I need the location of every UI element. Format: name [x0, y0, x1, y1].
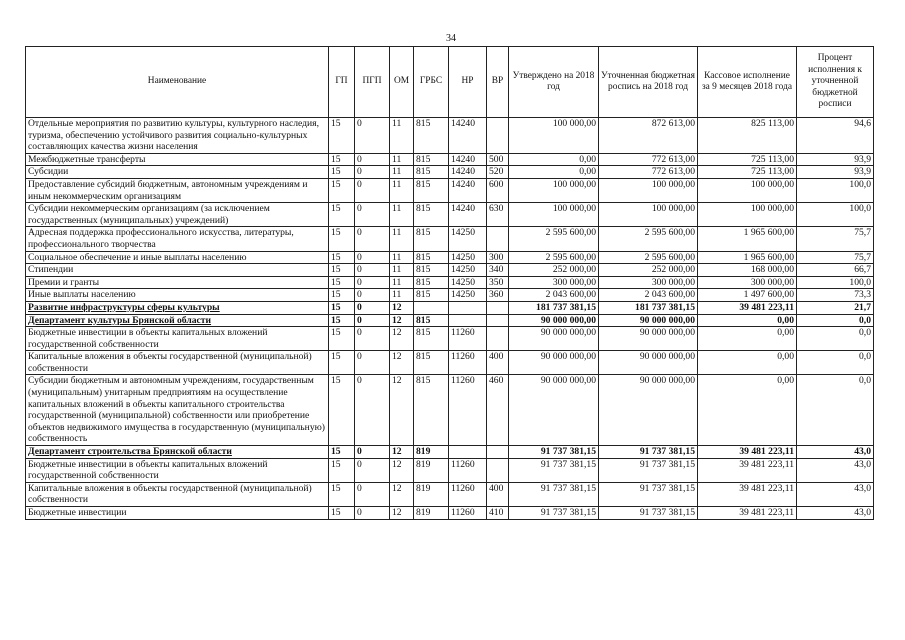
cell-gp: 15	[329, 375, 355, 446]
cell-om: 12	[390, 458, 414, 482]
cell-cash: 0,00	[698, 327, 797, 351]
cell-cash: 39 481 223,11	[698, 446, 797, 459]
cell-name: Иные выплаты населению	[26, 289, 329, 302]
cell-cash: 1 497 600,00	[698, 289, 797, 302]
cell-pgp: 0	[355, 153, 390, 166]
cell-vr: 400	[487, 351, 509, 375]
cell-nr	[449, 301, 487, 314]
cell-om: 12	[390, 314, 414, 327]
header-refined: Уточненная бюджетная роспись на 2018 год	[599, 47, 698, 118]
cell-nr: 14240	[449, 153, 487, 166]
cell-vr: 500	[487, 153, 509, 166]
cell-grbs: 815	[414, 289, 449, 302]
cell-approved: 2 595 600,00	[509, 251, 599, 264]
table-row	[26, 276, 874, 289]
cell-pgp: 0	[355, 507, 390, 520]
cell-nr	[449, 446, 487, 459]
cell-name: Департамент культуры Брянской области	[26, 314, 329, 327]
cell-gp: 15	[329, 458, 355, 482]
cell-grbs: 819	[414, 507, 449, 520]
cell-refined: 100 000,00	[599, 178, 698, 202]
cell-refined: 90 000 000,00	[599, 327, 698, 351]
cell-cash: 1 965 600,00	[698, 251, 797, 264]
cell-cash: 825 113,00	[698, 118, 797, 154]
cell-om: 12	[390, 327, 414, 351]
cell-vr: 460	[487, 375, 509, 446]
cell-percent: 93,9	[797, 166, 874, 179]
cell-cash: 0,00	[698, 351, 797, 375]
cell-om: 12	[390, 507, 414, 520]
cell-percent: 0,0	[797, 327, 874, 351]
cell-om: 11	[390, 118, 414, 154]
cell-name: Бюджетные инвестиции	[26, 507, 329, 520]
cell-refined: 90 000 000,00	[599, 314, 698, 327]
cell-gp: 15	[329, 203, 355, 227]
cell-nr: 11260	[449, 351, 487, 375]
cell-nr: 14250	[449, 276, 487, 289]
cell-percent: 43,0	[797, 446, 874, 459]
header-gp: ГП	[329, 47, 355, 118]
cell-grbs	[414, 301, 449, 314]
cell-vr	[487, 314, 509, 327]
cell-refined: 2 595 600,00	[599, 251, 698, 264]
cell-pgp: 0	[355, 178, 390, 202]
cell-om: 11	[390, 166, 414, 179]
cell-name: Стипендии	[26, 264, 329, 277]
cell-percent: 43,0	[797, 458, 874, 482]
cell-pgp: 0	[355, 227, 390, 251]
cell-approved: 91 737 381,15	[509, 446, 599, 459]
cell-percent: 43,0	[797, 507, 874, 520]
cell-pgp: 0	[355, 264, 390, 277]
cell-cash: 0,00	[698, 314, 797, 327]
cell-gp: 15	[329, 118, 355, 154]
table-row	[26, 314, 874, 327]
cell-approved: 181 737 381,15	[509, 301, 599, 314]
cell-gp: 15	[329, 276, 355, 289]
cell-grbs: 815	[414, 227, 449, 251]
cell-cash: 300 000,00	[698, 276, 797, 289]
cell-gp: 15	[329, 251, 355, 264]
cell-gp: 15	[329, 227, 355, 251]
cell-name: Социальное обеспечение и иные выплаты населению	[26, 251, 329, 264]
cell-name: Межбюджетные трансферты	[26, 153, 329, 166]
cell-grbs: 815	[414, 118, 449, 154]
cell-cash: 0,00	[698, 375, 797, 446]
cell-grbs: 815	[414, 166, 449, 179]
table-row	[26, 264, 874, 277]
cell-om: 11	[390, 153, 414, 166]
cell-grbs: 815	[414, 153, 449, 166]
cell-cash: 39 481 223,11	[698, 507, 797, 520]
cell-pgp: 0	[355, 166, 390, 179]
header-om: ОМ	[390, 47, 414, 118]
cell-gp: 15	[329, 314, 355, 327]
cell-refined: 772 613,00	[599, 153, 698, 166]
cell-approved: 91 737 381,15	[509, 458, 599, 482]
cell-approved: 252 000,00	[509, 264, 599, 277]
cell-om: 11	[390, 276, 414, 289]
cell-percent: 100,0	[797, 203, 874, 227]
cell-om: 11	[390, 178, 414, 202]
cell-approved: 100 000,00	[509, 118, 599, 154]
cell-refined: 772 613,00	[599, 166, 698, 179]
cell-grbs: 815	[414, 351, 449, 375]
cell-name: Субсидии бюджетным и автономным учреждениям, государственным (муниципальным) унитарным предприятиям на осуществление капитальных вложений в объекты капитального строительства государственной (муниципальной) собственности или приобретение объектов недвижимого имущества в государственную (муниципальную) собственность	[26, 375, 329, 446]
cell-percent: 94,6	[797, 118, 874, 154]
cell-vr: 520	[487, 166, 509, 179]
cell-percent: 93,9	[797, 153, 874, 166]
cell-refined: 100 000,00	[599, 203, 698, 227]
cell-refined: 300 000,00	[599, 276, 698, 289]
cell-grbs: 815	[414, 251, 449, 264]
cell-nr: 14240	[449, 166, 487, 179]
cell-vr: 410	[487, 507, 509, 520]
cell-name: Бюджетные инвестиции в объекты капитальных вложений государственной собственности	[26, 458, 329, 482]
cell-gp: 15	[329, 166, 355, 179]
cell-om: 12	[390, 351, 414, 375]
cell-vr: 400	[487, 482, 509, 506]
header-percent: Процент исполнения к уточненной бюджетной росписи	[797, 47, 874, 118]
cell-nr: 11260	[449, 375, 487, 446]
cell-approved: 91 737 381,15	[509, 507, 599, 520]
cell-pgp: 0	[355, 351, 390, 375]
cell-grbs: 815	[414, 375, 449, 446]
cell-pgp: 0	[355, 327, 390, 351]
cell-gp: 15	[329, 153, 355, 166]
page-number: 34	[446, 33, 456, 44]
cell-refined: 90 000 000,00	[599, 375, 698, 446]
cell-gp: 15	[329, 301, 355, 314]
cell-name: Капитальные вложения в объекты государственной (муниципальной) собственности	[26, 482, 329, 506]
cell-approved: 2 595 600,00	[509, 227, 599, 251]
cell-grbs: 815	[414, 276, 449, 289]
cell-gp: 15	[329, 446, 355, 459]
cell-nr: 14240	[449, 118, 487, 154]
cell-cash: 168 000,00	[698, 264, 797, 277]
cell-cash: 100 000,00	[698, 178, 797, 202]
cell-refined: 91 737 381,15	[599, 458, 698, 482]
cell-vr	[487, 227, 509, 251]
cell-vr	[487, 118, 509, 154]
cell-name: Департамент строительства Брянской области	[26, 446, 329, 459]
cell-gp: 15	[329, 507, 355, 520]
cell-approved: 300 000,00	[509, 276, 599, 289]
cell-name: Отдельные мероприятия по развитию культуры, культурного наследия, туризма, обеспечению устойчивого развития социально-культурных составляющих качества жизни населения	[26, 118, 329, 154]
header-name: Наименование	[26, 47, 329, 118]
cell-gp: 15	[329, 178, 355, 202]
cell-grbs: 815	[414, 327, 449, 351]
cell-grbs: 819	[414, 446, 449, 459]
cell-percent: 0,0	[797, 314, 874, 327]
cell-pgp: 0	[355, 301, 390, 314]
table-row	[26, 327, 874, 351]
cell-cash: 39 481 223,11	[698, 301, 797, 314]
cell-approved: 90 000 000,00	[509, 351, 599, 375]
cell-name: Бюджетные инвестиции в объекты капитальных вложений государственной собственности	[26, 327, 329, 351]
cell-percent: 66,7	[797, 264, 874, 277]
cell-approved: 0,00	[509, 153, 599, 166]
cell-cash: 39 481 223,11	[698, 482, 797, 506]
cell-pgp: 0	[355, 289, 390, 302]
header-vr: ВР	[487, 47, 509, 118]
cell-grbs: 815	[414, 178, 449, 202]
cell-om: 11	[390, 264, 414, 277]
cell-nr: 14240	[449, 203, 487, 227]
cell-approved: 91 737 381,15	[509, 482, 599, 506]
cell-nr: 11260	[449, 458, 487, 482]
cell-name: Капитальные вложения в объекты государственной (муниципальной) собственности	[26, 351, 329, 375]
cell-grbs: 815	[414, 203, 449, 227]
cell-grbs: 819	[414, 482, 449, 506]
cell-om: 11	[390, 203, 414, 227]
cell-gp: 15	[329, 351, 355, 375]
header-grbs: ГРБС	[414, 47, 449, 118]
cell-cash: 1 965 600,00	[698, 227, 797, 251]
cell-vr: 600	[487, 178, 509, 202]
cell-refined: 90 000 000,00	[599, 351, 698, 375]
header-approved: Утверждено на 2018 год	[509, 47, 599, 118]
cell-vr	[487, 446, 509, 459]
cell-pgp: 0	[355, 458, 390, 482]
cell-nr: 14240	[449, 178, 487, 202]
cell-om: 12	[390, 301, 414, 314]
cell-percent: 100,0	[797, 276, 874, 289]
cell-cash: 725 113,00	[698, 153, 797, 166]
cell-gp: 15	[329, 289, 355, 302]
cell-refined: 252 000,00	[599, 264, 698, 277]
table-row	[26, 301, 874, 314]
table-row	[26, 203, 874, 227]
header-nr: НР	[449, 47, 487, 118]
cell-grbs: 815	[414, 264, 449, 277]
cell-refined: 91 737 381,15	[599, 482, 698, 506]
table-row	[26, 118, 874, 154]
cell-nr: 11260	[449, 482, 487, 506]
cell-vr	[487, 327, 509, 351]
cell-approved: 100 000,00	[509, 203, 599, 227]
cell-vr: 340	[487, 264, 509, 277]
cell-approved: 90 000 000,00	[509, 314, 599, 327]
table-row	[26, 482, 874, 506]
cell-refined: 872 613,00	[599, 118, 698, 154]
cell-approved: 90 000 000,00	[509, 327, 599, 351]
header-pgp: ПГП	[355, 47, 390, 118]
cell-name: Премии и гранты	[26, 276, 329, 289]
cell-cash: 725 113,00	[698, 166, 797, 179]
cell-nr: 11260	[449, 327, 487, 351]
cell-refined: 181 737 381,15	[599, 301, 698, 314]
cell-pgp: 0	[355, 375, 390, 446]
cell-cash: 39 481 223,11	[698, 458, 797, 482]
cell-gp: 15	[329, 327, 355, 351]
table-row	[26, 458, 874, 482]
cell-om: 11	[390, 289, 414, 302]
cell-vr: 350	[487, 276, 509, 289]
budget-table	[25, 46, 874, 520]
cell-refined: 91 737 381,15	[599, 507, 698, 520]
cell-percent: 73,3	[797, 289, 874, 302]
cell-pgp: 0	[355, 251, 390, 264]
table-row	[26, 351, 874, 375]
table-row	[26, 446, 874, 459]
table-row	[26, 166, 874, 179]
cell-approved: 0,00	[509, 166, 599, 179]
table-row	[26, 507, 874, 520]
cell-approved: 100 000,00	[509, 178, 599, 202]
cell-gp: 15	[329, 264, 355, 277]
cell-percent: 43,0	[797, 482, 874, 506]
cell-grbs: 819	[414, 458, 449, 482]
table-row	[26, 251, 874, 264]
cell-om: 12	[390, 482, 414, 506]
cell-om: 12	[390, 446, 414, 459]
header-row	[26, 47, 874, 118]
cell-gp: 15	[329, 482, 355, 506]
header-cash: Кассовое исполнение за 9 месяцев 2018 года	[698, 47, 797, 118]
cell-om: 11	[390, 227, 414, 251]
cell-pgp: 0	[355, 314, 390, 327]
cell-percent: 100,0	[797, 178, 874, 202]
cell-name: Предоставление субсидий бюджетным, автономным учреждениям и иным некоммерческим организациям	[26, 178, 329, 202]
cell-vr: 360	[487, 289, 509, 302]
cell-name: Развитие инфраструктуры сферы культуры	[26, 301, 329, 314]
table-row	[26, 289, 874, 302]
cell-cash: 100 000,00	[698, 203, 797, 227]
cell-approved: 90 000 000,00	[509, 375, 599, 446]
table-row	[26, 178, 874, 202]
cell-pgp: 0	[355, 118, 390, 154]
cell-name: Субсидии некоммерческим организациям (за исключением государственных (муниципальных) учреждений)	[26, 203, 329, 227]
cell-percent: 75,7	[797, 227, 874, 251]
table-row	[26, 375, 874, 446]
cell-pgp: 0	[355, 276, 390, 289]
cell-nr: 14250	[449, 251, 487, 264]
cell-percent: 21,7	[797, 301, 874, 314]
cell-om: 11	[390, 251, 414, 264]
cell-nr	[449, 314, 487, 327]
cell-pgp: 0	[355, 446, 390, 459]
cell-vr: 300	[487, 251, 509, 264]
table-row	[26, 153, 874, 166]
cell-percent: 0,0	[797, 375, 874, 446]
cell-nr: 14250	[449, 264, 487, 277]
cell-vr	[487, 458, 509, 482]
cell-vr: 630	[487, 203, 509, 227]
cell-refined: 91 737 381,15	[599, 446, 698, 459]
cell-refined: 2 043 600,00	[599, 289, 698, 302]
cell-nr: 11260	[449, 507, 487, 520]
cell-pgp: 0	[355, 482, 390, 506]
cell-pgp: 0	[355, 203, 390, 227]
cell-name: Адресная поддержка профессионального искусства, литературы, профессионального творчества	[26, 227, 329, 251]
cell-approved: 2 043 600,00	[509, 289, 599, 302]
cell-vr	[487, 301, 509, 314]
cell-percent: 0,0	[797, 351, 874, 375]
cell-name: Субсидии	[26, 166, 329, 179]
cell-percent: 75,7	[797, 251, 874, 264]
table-body	[26, 118, 874, 520]
cell-nr: 14250	[449, 227, 487, 251]
cell-nr: 14250	[449, 289, 487, 302]
cell-om: 12	[390, 375, 414, 446]
cell-refined: 2 595 600,00	[599, 227, 698, 251]
cell-grbs: 815	[414, 314, 449, 327]
table-row	[26, 227, 874, 251]
